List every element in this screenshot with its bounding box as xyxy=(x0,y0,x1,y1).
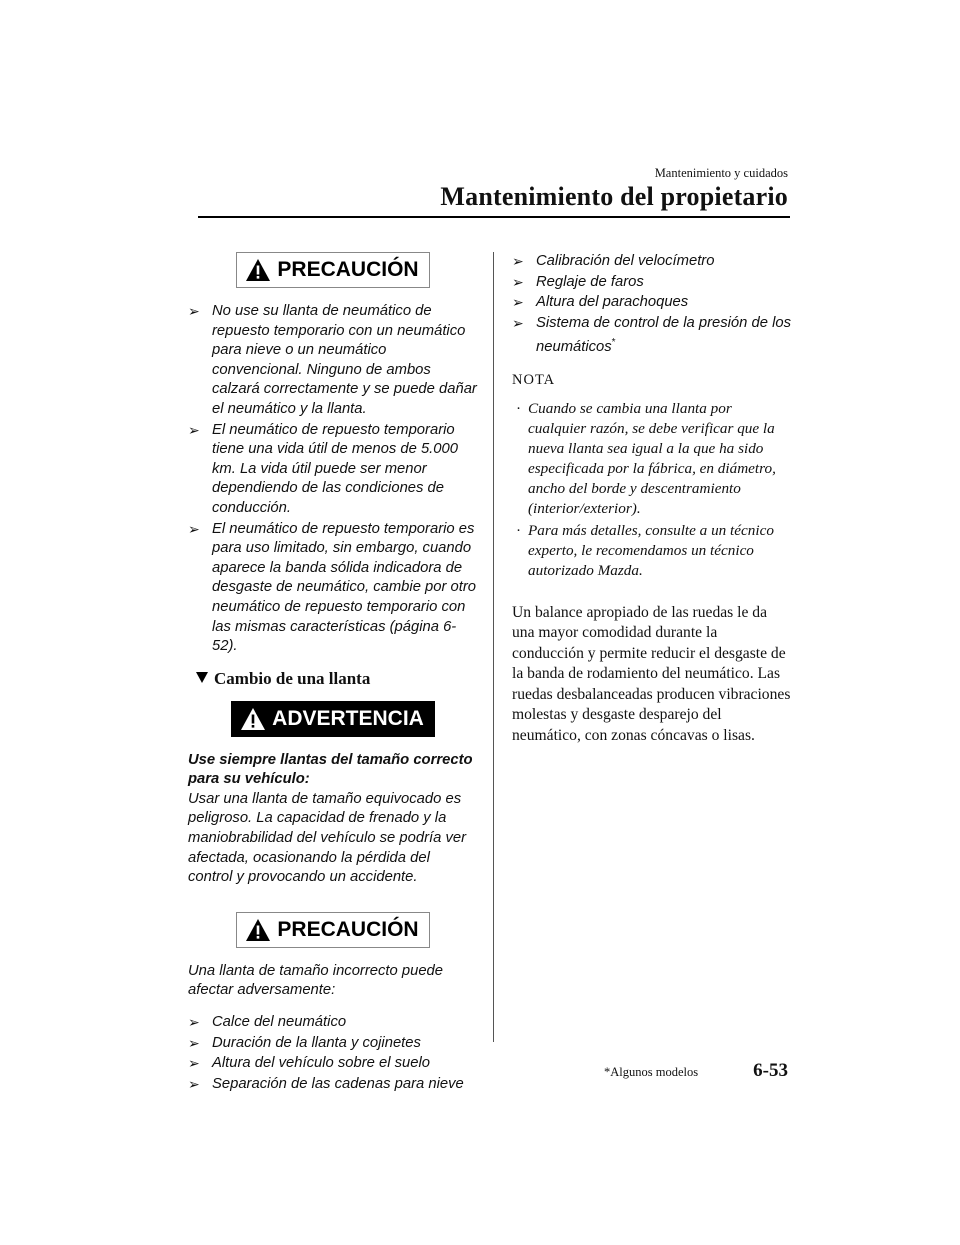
warning-triangle-icon xyxy=(240,707,266,731)
list-item: ➢ Reglaje de faros xyxy=(512,273,792,293)
list-item: ➢ Altura del vehículo sobre el suelo xyxy=(188,1054,478,1074)
header-rule xyxy=(198,216,790,218)
list-item: ➢ El neumático de repuesto temporario es para uso limitado, sin embargo, cuando aparece la banda sólida indicadora de desgaste de neumático, cambie por otro neumático de repuesto temporario con las mismas características (página 6-52). xyxy=(188,520,477,655)
list-item: ➢ El neumático de repuesto temporario tiene una vida útil de menos de 5.000 km. La vida útil puede ser menor dependiendo de las condiciones de conducción. xyxy=(188,421,458,516)
list-item: ➢ Calce del neumático xyxy=(188,1013,478,1033)
caution-label xyxy=(236,252,429,288)
warning-label-text: ADVERTENCIA xyxy=(272,706,424,730)
arrow-bullet-icon: ➢ xyxy=(188,1075,200,1092)
arrow-bullet-icon: ➢ xyxy=(512,314,524,331)
right-column xyxy=(512,252,792,746)
list-item: ➢ Duración de la llanta y cojinetes xyxy=(188,1034,478,1054)
arrow-bullet-icon: ➢ xyxy=(188,1034,200,1051)
warning-triangle-icon xyxy=(245,258,271,282)
list-item: ➢ Calibración del velocímetro xyxy=(512,252,792,272)
warning-label xyxy=(231,701,435,737)
page-number: 6-53 xyxy=(753,1060,788,1081)
column-divider xyxy=(493,252,494,1042)
body-paragraph: Un balance apropiado de las ruedas le da una mayor comodidad durante la conducción y permite reducir el desgaste de la banda de rodamiento del neumático. Las ruedas desbalanceadas producen vibraciones molestas y desgaste desparejo del neumático, con zonas cóncavas o lisas. xyxy=(512,603,791,744)
warning-heading: Use siempre llantas del tamaño correcto para su vehículo: xyxy=(188,751,473,788)
triangle-down-icon xyxy=(196,672,208,683)
dot-bullet-icon: · xyxy=(516,399,522,417)
nota-item: · Para más detalles, consulte a un técnico experto, le recomendamos un técnico autorizado Mazda. xyxy=(516,521,774,579)
nota-title: NOTA xyxy=(512,371,556,388)
section-heading: Cambio de una llanta xyxy=(188,669,478,689)
arrow-bullet-icon: ➢ xyxy=(188,1014,200,1031)
caution-label-text: PRECAUCIÓN xyxy=(277,258,419,281)
list-item: ➢ Sistema de control de la presión de los neumáticos* xyxy=(512,314,791,356)
warning-body: Usar una llanta de tamaño equivocado es peligroso. La capacidad de frenado y la maniobrabilidad del vehículo se podría ver afectada, ocasionando la pérdida del control y provocando un accidente. xyxy=(188,790,467,886)
arrow-bullet-icon: ➢ xyxy=(512,294,524,311)
arrow-bullet-icon: ➢ xyxy=(188,1055,200,1072)
arrow-bullet-icon: ➢ xyxy=(188,520,200,537)
left-column xyxy=(188,248,478,1095)
arrow-bullet-icon: ➢ xyxy=(512,273,524,290)
list-item: ➢ No use su llanta de neumático de repuesto temporario con un neumático para nieve o un neumático convencional. Ninguno de ambos calzará correctamente y se puede dañar el neumático y la llanta. xyxy=(188,303,477,417)
section-title: Mantenimiento del propietario xyxy=(440,182,788,211)
caution-label xyxy=(236,912,429,948)
list-item: ➢ Separación de las cadenas para nieve xyxy=(188,1075,478,1095)
list-item: ➢ Altura del parachoques xyxy=(512,293,792,313)
caution-intro: Una llanta de tamaño incorrecto puede afectar adversamente: xyxy=(188,962,444,999)
arrow-bullet-icon: ➢ xyxy=(188,421,200,438)
warning-triangle-icon xyxy=(245,918,271,942)
arrow-bullet-icon: ➢ xyxy=(188,303,200,319)
arrow-bullet-icon: ➢ xyxy=(512,253,524,269)
nota-item: · Cuando se cambia una llanta por cualquier razón, se debe verificar que la nueva llanta sea igual a la que ha sido especificada por la fábrica, en diámetro, ancho del borde y descentramiento (interior/exterior). xyxy=(516,399,776,517)
footnote: *Algunos modelos xyxy=(604,1065,699,1079)
chapter-title: Mantenimiento y cuidados xyxy=(654,166,788,180)
caution-label-text: PRECAUCIÓN xyxy=(277,917,419,941)
asterisk-mark: * xyxy=(611,337,616,349)
dot-bullet-icon: · xyxy=(516,521,522,539)
